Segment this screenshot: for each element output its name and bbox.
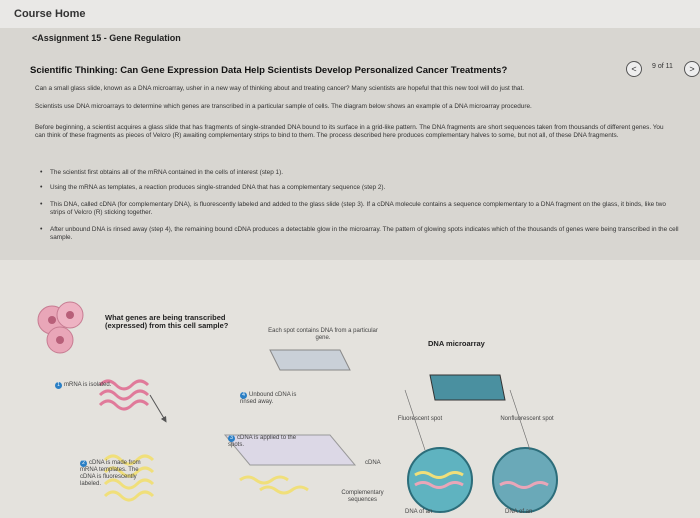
microarray-diagram xyxy=(0,260,700,518)
bullet-item xyxy=(40,169,680,177)
bullet-item xyxy=(40,184,680,192)
bullet-item xyxy=(40,226,680,243)
bullet-text: Using the mRNA as templates, a reaction produces single-stranded DNA that has a complementary sequence (step 2). xyxy=(50,184,386,191)
breadcrumb[interactable]: <Assignment 15 - Gene Regulation xyxy=(32,33,181,43)
cdna-label: cDNA xyxy=(365,460,381,466)
top-bar xyxy=(0,0,700,29)
pager xyxy=(622,61,700,79)
microarray-label: DNA microarray xyxy=(428,339,485,348)
bullet-icon: • xyxy=(40,226,43,233)
next-icon[interactable]: > xyxy=(684,61,700,77)
step2-text: cDNA is made from mRNA templates. The cDNA is fluorescently labeled. xyxy=(80,460,141,487)
step-4-icon: 4 xyxy=(240,392,247,399)
bullet-text: The scientist first obtains all of the mRNA contained in the cells of interest (step 1). xyxy=(50,169,284,176)
step-3-icon: 3 xyxy=(228,435,235,442)
course-home-link[interactable]: Course Home xyxy=(14,8,86,20)
step1-text: mRNA is isolated. xyxy=(64,382,112,388)
complementary-label: Complementary sequences xyxy=(341,490,384,503)
step-1-icon: 1 xyxy=(55,382,62,389)
step1-label xyxy=(55,382,115,389)
each-spot-label: Each spot contains DNA from a particular gene. xyxy=(268,328,378,341)
step2-label xyxy=(80,460,150,488)
main-content xyxy=(0,28,700,518)
diagram-question: What genes are being transcribed (expressed) from this cell sample? xyxy=(105,313,229,330)
step4-text: Unbound cDNA is rinsed away. xyxy=(240,392,297,405)
dna-of-an-label-2: DNA of an xyxy=(505,509,533,515)
fluorescent-label: Fluorescent spot xyxy=(397,416,443,422)
step-2-icon: 2 xyxy=(80,460,87,467)
bullet-icon: • xyxy=(40,184,43,191)
intro-paragraph-3: Before beginning, a scientist acquires a glass slide that has fragments of single-stranded DNA bound to its surface in a grid-like pattern. The DNA fragments are short sequences taken from thousands of different genes. You can think of these fragments as pieces of Velcro (R) awaiting complementary strips to bind to them. The process described here produces complementary halves to some, but not all, of these DNA fragments. xyxy=(35,124,664,140)
step3-text: cDNA is applied to the spots. xyxy=(228,435,297,448)
bullet-item xyxy=(40,201,680,218)
page-title: Scientific Thinking: Can Gene Expression Data Help Scientists Develop Personalized Cancer Treatments? xyxy=(30,65,508,76)
bullet-text: This DNA, called cDNA (for complementary DNA), is fluorescently labeled and added to the glass slide (step 3). If a cDNA molecule contains a sequence complementary to a DNA fragment on the glass, it binds, like two strips of Velcro (R) sticking together. xyxy=(50,201,666,217)
bullet-icon: • xyxy=(40,201,43,208)
intro-paragraph-2: Scientists use DNA microarrays to determine which genes are transcribed in a particular sample of cells. The diagram below shows an example of a DNA microarray procedure. xyxy=(35,103,532,110)
nonfluorescent-label: Nonfluorescent spot xyxy=(500,416,554,422)
bullet-icon: • xyxy=(40,169,43,176)
step3-label xyxy=(228,435,298,449)
step4-label xyxy=(240,392,310,406)
dna-of-an-label-1: DNA of an xyxy=(405,509,433,515)
intro-paragraph-1: Can a small glass slide, known as a DNA microarray, usher in a new way of thinking about and treating cancer? Many scientists are hopeful that this new tool will do just that. xyxy=(35,85,525,92)
page-count: 9 of 11 xyxy=(652,63,673,70)
bullet-text: After unbound DNA is rinsed away (step 4), the remaining bound cDNA produces a detectable glow in the microarray. The pattern of glowing spots indicates which of the thousands of genes were being transcribed in the cell sample. xyxy=(50,226,679,242)
prev-icon[interactable]: < xyxy=(626,61,642,77)
